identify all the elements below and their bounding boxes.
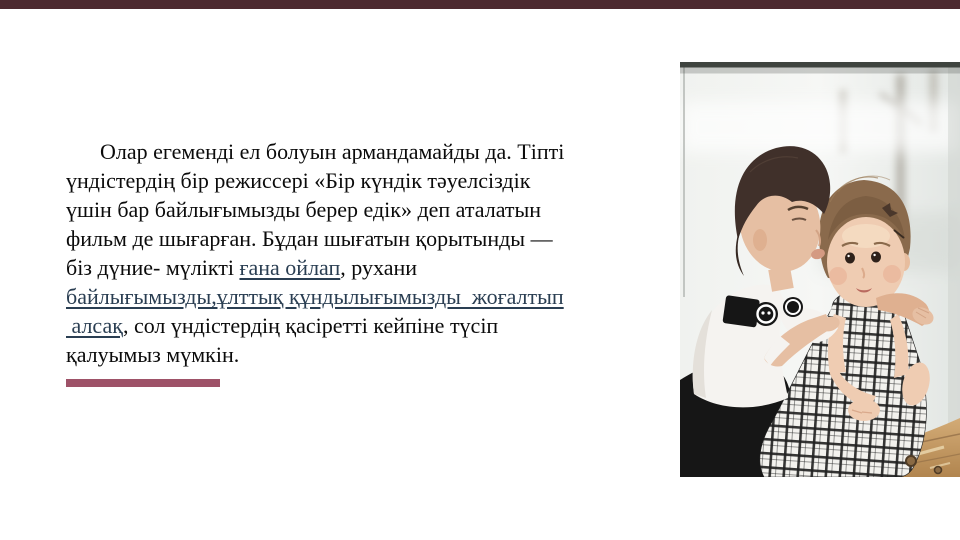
text-segment: фильм де шығарған. Бұдан шығатын қорытынды —	[66, 226, 553, 251]
top-accent-bar	[0, 0, 960, 9]
linked-phrase[interactable]: ғана ойлап	[239, 255, 341, 280]
text-segment: қалуымыз мүмкін.	[66, 342, 240, 367]
text-segment: үшін бар байлығымызды берер едік» деп аталатын	[66, 197, 542, 222]
linked-phrase[interactable]: алсақ	[66, 313, 123, 338]
text-segment: үндістердің бір режиссері «Бір күндік тәуелсіздік	[66, 168, 531, 193]
text-line	[66, 166, 641, 195]
photo-top-edge	[680, 62, 960, 74]
text-segment: , рухани	[340, 255, 418, 280]
linked-phrase[interactable]: байлығымызды,ұлттық құндылығымызды жоғалтып	[66, 284, 564, 309]
text-line	[66, 282, 641, 311]
text-segment: Олар егеменді ел болуын армандамайды да. Тіпті	[100, 139, 565, 164]
text-line	[66, 311, 641, 340]
body-paragraph	[66, 137, 641, 369]
text-segment: , сол үндістердің қасіретті кейпіне түсіп	[122, 313, 499, 338]
text-line	[66, 253, 641, 282]
text-segment: біз дүние- мүлікті	[66, 255, 240, 280]
text-line	[66, 340, 641, 369]
text-line	[66, 137, 641, 166]
text-line	[66, 195, 641, 224]
accent-divider-line	[66, 379, 220, 387]
text-line	[66, 224, 641, 253]
children-photo-illustration	[680, 62, 960, 477]
children-photo	[680, 62, 960, 477]
